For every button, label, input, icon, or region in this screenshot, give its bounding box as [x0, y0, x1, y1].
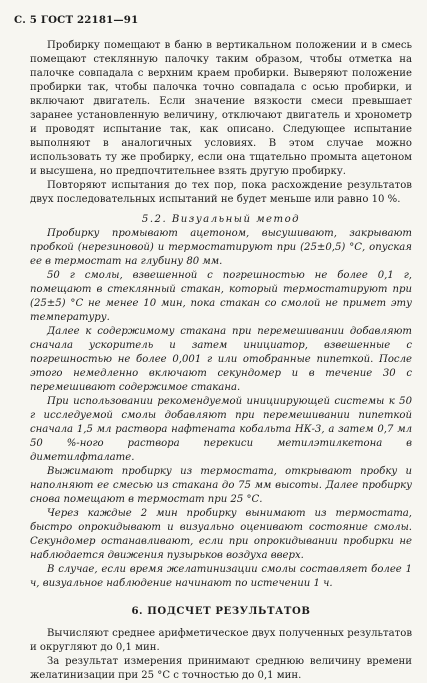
page-header: С. 5 ГОСТ 22181—91: [14, 14, 139, 26]
paragraph: За результат измерения принимают среднюю величину времени желатинизации при 25 °С с точностью до 0,1 мин.: [30, 656, 412, 681]
section-a: [30, 39, 412, 207]
section-b: [30, 227, 412, 591]
paragraph: При использовании рекомендуемой инициирующей системы к 50 г исследуемой смолы добавляют при перемешивании пипеткой сначала 1,5 мл раствора нафтената кобальта НК-3, а затем 0,7 мл 50 %-ного раствора перекиси метилэтилкетона в диметилфталате.: [30, 396, 412, 463]
paragraph: Пробирку промывают ацетоном, высушивают, закрывают пробкой (нерезиновой) и термостатируют при (25±0,5) °С, опуская ее в термостат на глубину 80 мм.: [30, 228, 412, 267]
section-heading: 6. ПОДСЧЕТ РЕЗУЛЬТАТОВ: [131, 606, 311, 617]
page-content: [30, 39, 412, 683]
paragraph: Далее к содержимому стакана при перемешивании добавляют сначала ускоритель и затем инициатор, взвешенные с погрешностью не более 0,001 г или отобранные пипеткой. После этого немедленно включают секундомер и в течение 30 с перемешивают содержимое стакана.: [30, 326, 412, 393]
paragraph: Выжимают пробирку из термостата, открывают пробку и наполняют ее смесью из стакана до 75 мм высоты. Далее пробирку снова помещают в термостат при 25 °С.: [30, 466, 412, 505]
paragraph: Пробирку помещают в баню в вертикальном положении и в смесь помещают стеклянную палочку таким образом, чтобы отметка на палочке совпадала с верхним краем пробирки. Выверяют положение пробирки так, чтобы палочка точно совпадала с осью пробирки, и включают двигатель. Если значение вязкости смеси превышает заранее установленную величину, отключают двигатель и хронометр и проводят испытание так, как описано. Следующее испытание выполняют в аналогичных условиях. В этом случае можно использовать ту же пробирку, если она тщательно промыта ацетоном и высушена, но предпочтительнее взять другую пробирку.: [30, 40, 412, 177]
paragraph: Через каждые 2 мин пробирку вынимают из термостата, быстро опрокидывают и визуально оценивают состояние смолы. Секундомер останавливают, если при опрокидывании пробирки не наблюдается движения пузырьков воздуха вверх.: [30, 508, 412, 561]
section-c: [30, 627, 412, 683]
paragraph: 50 г смолы, взвешенной с погрешностью не более 0,1 г, помещают в стеклянный стакан, который термостатируют при (25±5) °С не менее 10 мин, пока стакан со смолой не примет эту температуру.: [30, 270, 412, 323]
paragraph: Повторяют испытания до тех пор, пока расхождение результатов двух последовательных испытаний не будет меньше или равно 10 %.: [30, 180, 412, 205]
paragraph: В случае, если время желатинизации смолы составляет более 1 ч, визуальное наблюдение начинают по истечении 1 ч.: [30, 564, 412, 589]
section-subheading: 5.2. Визуальный метод: [141, 214, 301, 225]
paragraph: Вычисляют среднее арифметическое двух полученных результатов и округляют до 0,1 мин.: [30, 628, 412, 653]
